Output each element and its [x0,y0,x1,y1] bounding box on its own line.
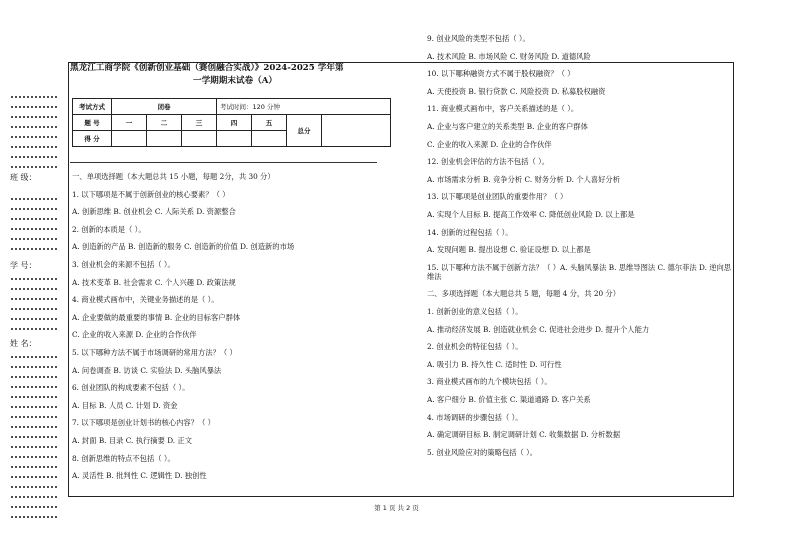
right-line: 14. 创新的过程包括（ ）。 [427,227,513,237]
right-line: 二、多项选择题（本大题总共 5 题，每题 4 分，共 20 分） [427,289,621,299]
right-line: A. 实现个人目标 B. 提高工作效率 C. 降低创业风险 D. 以上都是 [427,210,635,219]
right-line: 2. 创业机会的特征包括（ ）。 [427,342,523,352]
right-line: 15. 以下哪种方法不属于创新方法？（ ）A. 头脑风暴法 B. 思维导图法 C. 德尔菲法 D. 逆向思维法 [427,262,732,281]
right-line: 1. 创新创业的意义包括（ ）。 [427,307,523,316]
left-line: A. 封面 B. 目录 C. 执行摘要 D. 正文 [72,436,193,445]
title-line-2: 一学期期末试卷（A） [192,76,277,86]
right-line: A. 天使投资 B. 银行贷款 C. 风险投资 D. 私募股权融资 [427,86,606,96]
left-line: 一、单项选择题（本大题总共 15 小题，每题 2分，共 30 分） [72,172,275,181]
question-no-label: 题 号 [73,115,112,131]
q5-header: 五 [252,115,287,131]
right-line: A. 技术风险 B. 市场风险 C. 财务风险 D. 道德风险 [427,51,591,61]
right-line: A. 推动经济发展 B. 创造就业机会 C. 促进社会进步 D. 提升个人能力 [427,324,650,334]
exam-time: 考试时间：120 分钟 [217,99,391,115]
right-line: 9. 创业风险的类型不包括（ ）。 [427,34,530,43]
left-line: A. 创造新的产品 B. 创造新的服务 C. 创造新的价值 D. 创造新的市场 [72,242,295,252]
title-line-1: 黑龙江工商学院《创新创业基础（赛创融合实战）》2024-2025 学年第 [70,63,344,73]
right-line: 5. 创业风险应对的策略包括（ ）。 [427,447,538,457]
left-line: 3. 创业机会的来源不包括（ ）。 [72,260,175,269]
q2-header: 二 [147,115,182,131]
score-table [72,98,391,147]
page-footer: 第 1 页 共 2 页 [374,504,419,512]
right-line: 13. 以下哪项是创业团队的重要作用？（ ） [427,192,568,202]
left-line: 8. 创新思维的特点不包括（ ）。 [72,453,175,463]
left-line: A. 目标 B. 人员 C. 计划 D. 资金 [72,400,178,410]
right-line: A. 企业与客户建立的关系类型 B. 企业的客户群体 [427,122,588,131]
right-line: 4. 市场调研的步骤包括（ ）。 [427,412,523,422]
exam-mode-value: 闭卷 [112,99,217,115]
right-line: A. 市场需求分析 B. 竞争分析 C. 财务分析 D. 个人喜好分析 [427,174,620,184]
total-label: 总分 [287,115,322,147]
right-line: A. 确定调研目标 B. 制定调研计划 C. 收集数据 D. 分析数据 [427,430,620,440]
right-line: A. 吸引力 B. 持久性 C. 适时性 D. 可行性 [427,359,562,369]
class-label: 班 级： [10,173,37,182]
right-line: 11. 商业模式画布中，客户关系描述的是（ ）。 [427,104,579,114]
q1-header: 一 [112,115,147,131]
left-line: A. 灵活性 B. 批判性 C. 逻辑性 D. 独创性 [72,471,207,481]
left-line: 2. 创新的本质是（ ）。 [72,224,146,234]
q4-header: 四 [217,115,252,131]
right-line: 3. 商业模式画布的九个模块包括（ ）。 [427,377,552,387]
left-line: 1. 以下哪项是不属于创新创业的核心要素？（ ） [72,189,230,199]
total-score-cell [322,115,391,147]
right-line: A. 客户细分 B. 价值主张 C. 渠道通路 D. 客户关系 [427,395,591,404]
exam-mode-label: 考试方式 [73,99,112,115]
left-line: 5. 以下哪种方法不属于市场调研的常用方法？（ ） [72,348,237,357]
q3-header: 三 [182,115,217,131]
exam-title [70,62,400,88]
divider [70,162,377,163]
q1-score [112,131,147,147]
left-line: 4. 商业模式画布中，关键业务描述的是（ ）。 [72,295,219,305]
q4-score [217,131,252,147]
left-line: A. 技术变革 B. 社会需求 C. 个人兴趣 D. 政策法规 [72,277,236,287]
q2-score [147,131,182,147]
right-line: 12. 创业机会评估的方法不包括（ ）。 [427,157,550,167]
right-line: C. 企业的收入来源 D. 企业的合作伙伴 [427,139,552,149]
left-line: 6. 创业团队的构成要素不包括（ ）。 [72,383,190,393]
left-line: A. 企业要做的最重要的事情 B. 企业的目标客户群体 [72,312,241,322]
right-line: 10. 以下哪种融资方式不属于股权融资？（ ） [427,69,575,79]
left-line: A. 创新思维 B. 创业机会 C. 人际关系 D. 资源整合 [72,207,236,217]
q5-score [252,131,287,147]
name-label: 姓 名： [10,339,37,348]
right-line: A. 发现问题 B. 提出设想 C. 验证设想 D. 以上都是 [427,245,591,255]
score-label: 得 分 [73,131,112,147]
left-line: 7. 以下哪项是创业计划书的核心内容？（ ） [72,418,215,428]
left-line: A. 问卷调查 B. 访谈 C. 实验法 D. 头脑风暴法 [72,365,222,375]
left-line: C. 企业的收入来源 D. 企业的合作伙伴 [72,330,197,340]
q3-score [182,131,217,147]
student-id-label: 学 号： [10,261,37,270]
